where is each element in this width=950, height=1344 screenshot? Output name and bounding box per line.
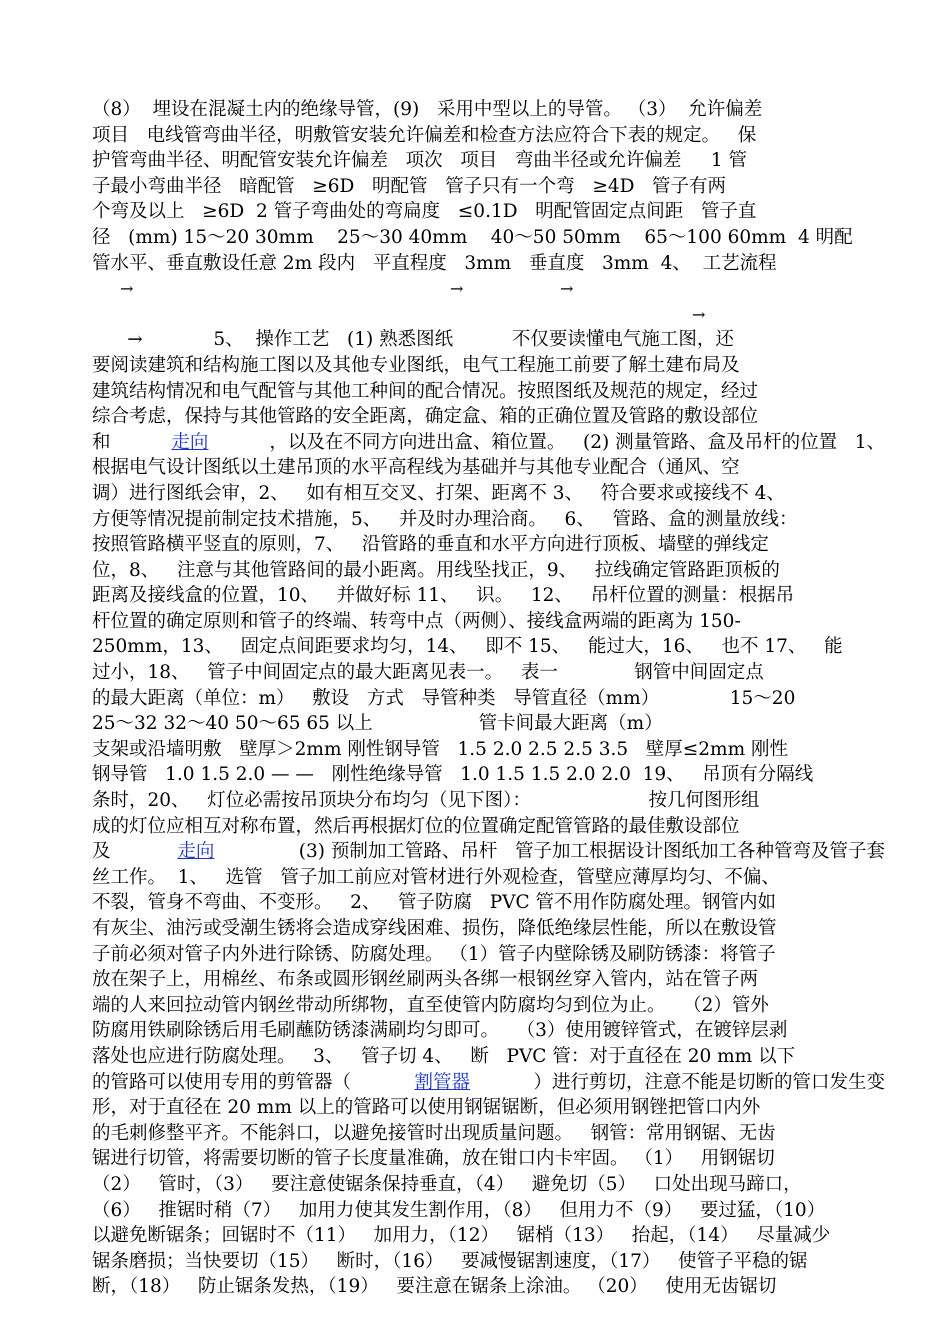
- hyperlink[interactable]: 割管器: [414, 1071, 470, 1093]
- text-line: [92, 148, 885, 174]
- text-segment: 调）进行图纸会审，2、 如有相互交叉、打架、距离不 3、 符合要求或接线不 4、: [92, 482, 785, 504]
- text-segment: 支架或沿墙明敷 壁厚＞2mm 刚性钢导管 1.5 2.0 2.5 2.5 3.5 壁厚≤2mm 刚性: [92, 738, 789, 760]
- text-segment: 子前必须对管子内外进行除锈、防腐处理。 （1）管子内壁除锈及刷防锈漆：将管子: [92, 943, 776, 965]
- text-segment: 的管路可以使用专用的剪管器（: [92, 1071, 352, 1093]
- text-segment: 方便等情况提前制定技术措施，5、 并及时办理洽商。 6、 管路、盒的测量放线：: [92, 508, 798, 530]
- text-segment: (3) 预制加工管路、吊杆 管子加工根据设计图纸加工各种管弯及管子套: [281, 841, 885, 863]
- text-segment: 断，（18） 防止锯条发热，（19） 要注意在锯条上涂油。 （20） 使用无齿锯切: [92, 1276, 777, 1298]
- text-line: [92, 353, 885, 379]
- text-line: [92, 942, 885, 968]
- text-segment: 有灰尘、油污或受潮生锈将会造成穿线困难、损伤，降低绝缘层性能，所以在敷设管: [92, 918, 777, 939]
- text-line: [92, 97, 885, 123]
- text-segment: 及: [92, 841, 111, 863]
- arrow-icon: →: [692, 304, 706, 324]
- hyperlink[interactable]: 走向: [171, 431, 209, 453]
- text-segment: → 5、 操作工艺 (1) 熟悉图纸 不仅要读懂电气施工图，还: [92, 329, 734, 351]
- text-segment: （8） 埋设在混凝土内的绝缘导管，(9) 采用中型以上的导管。 （3） 允许偏差: [92, 99, 763, 120]
- text-line: [92, 251, 885, 277]
- flow-arrow-row: [92, 302, 885, 328]
- text-line: [92, 327, 885, 353]
- text-segment: 以避免断锯条；回锯时不（11） 加用力，（12） 锯梢（13） 抬起，（14） 尽量减少: [92, 1225, 831, 1247]
- text-segment: 杆位置的确定原则和管子的终端、转弯中点（两侧）、接线盒两端的距离为 150-: [92, 610, 741, 632]
- text-line: [92, 379, 885, 405]
- text-line: [92, 1146, 885, 1172]
- text-segment: 25～32 32～40 50～65 65 以上 管卡间最大距离（m）: [92, 713, 746, 735]
- text-segment: 250mm，13、 固定点间距要求均匀，14、 即不 15、 能过大，16、 也不 17、 能: [92, 636, 843, 658]
- text-segment: 项目 电线管弯曲半径，明敷管安装允许偏差和检查方法应符合下表的规定。 保: [92, 124, 757, 146]
- text-segment: 距离及接线盒的位置，10、 并做好标 11、 识。 12、 吊杆位置的测量：根据吊: [92, 585, 795, 607]
- text-line: [92, 839, 885, 865]
- text-line: [92, 1121, 885, 1147]
- text-segment: 过小，18、 管子中间固定点的最大距离见表一。 表一 钢管中间固定点: [92, 662, 764, 684]
- text-segment: 和: [92, 431, 111, 453]
- text-segment: 管水平、垂直敷设任意 2m 段内 平直程度 3mm 垂直度 3mm 4、 工艺流程: [92, 252, 777, 274]
- text-segment: 综合考虑，保持与其他管路的安全距离，确定盒、箱的正确位置及管路的敷设部位: [92, 406, 759, 428]
- text-line: [92, 481, 885, 507]
- text-segment: 形，对于直径在 20 mm 以上的管路可以使用钢锯锯断，但必须用钢锉把管口内外: [92, 1097, 761, 1119]
- text-segment: 丝工作。 1、 选管 管子加工前应对管材进行外观检查，管壁应薄厚均匀、不偏、: [92, 866, 780, 888]
- text-segment: 径 (mm) 15～20 30mm 25～30 40mm 40～50 50mm 65～100 60mm 4 明配: [92, 226, 853, 248]
- text-line: [92, 174, 885, 200]
- text-segment: 不裂，管身不弯曲、不变形。 2、 管子防腐 PVC 管不用作防腐处理。钢管内如: [92, 892, 777, 914]
- text-line: [92, 993, 885, 1019]
- text-segment: （6） 推锯时稍（7） 加用力使其发生割作用，（8） 但用力不（9） 要过猛，（10）: [92, 1199, 826, 1221]
- text-segment: 要阅读建筑和结构施工图以及其他专业图纸，电气工程施工前要了解土建布局及: [92, 354, 740, 376]
- text-line: [92, 1095, 885, 1121]
- text-segment: 端的人来回拉动管内钢丝带动所绑物，直至使管内防腐均匀到位为止。 （2）管外: [92, 994, 769, 1016]
- text-segment: 锯进行切管，将需要切断的管子长度量准确，放在钳口内卡牢固。 （1） 用钢锯切: [92, 1148, 775, 1170]
- text-segment: （2） 管时，（3） 要注意使锯条保持垂直，（4） 避免切（5） 口处出现马蹄口，: [92, 1173, 802, 1195]
- text-segment: 成的灯位应相互对称布置，然后再根据灯位的位置确定配管管路的最佳敷设部位: [92, 815, 740, 837]
- text-line: [92, 737, 885, 763]
- arrow-icon: →: [120, 279, 134, 299]
- text-line: [92, 583, 885, 609]
- text-line: [92, 686, 885, 712]
- text-line: [92, 1044, 885, 1070]
- text-segment: 的毛刺修整平齐。不能斜口，以避免接管时出现质量问题。 钢管：常用钢锯、无齿: [92, 1122, 776, 1144]
- text-line: [92, 225, 885, 251]
- arrow-icon: →: [450, 279, 464, 299]
- text-segment: 护管弯曲半径、明配管安装允许偏差 项次 项目 弯曲半径或允许偏差 1 管: [92, 150, 747, 172]
- text-line: [92, 660, 885, 686]
- text-line: [92, 1070, 885, 1096]
- text-line: [92, 916, 885, 942]
- text-segment: 条时，20、 灯位必需按吊顶块分布均匀（见下图）： 按几何图形组: [92, 790, 760, 812]
- text-line: [92, 1018, 885, 1044]
- text-segment: 钢导管 1.0 1.5 2.0 — — 刚性绝缘导管 1.0 1.5 1.5 2.0 2.0 19、 吊顶有分隔线: [92, 764, 814, 786]
- text-line: [92, 455, 885, 481]
- text-line: [92, 1223, 885, 1249]
- text-line: [92, 711, 885, 737]
- text-line: [92, 762, 885, 788]
- arrow-icon: →: [560, 279, 574, 299]
- hyperlink[interactable]: 走向: [177, 841, 215, 863]
- text-line: [92, 507, 885, 533]
- text-line: [92, 634, 885, 660]
- text-segment: 锯条磨损；当快要切（15） 断时，（16） 要减慢锯割速度，（17） 使管子平稳的锯: [92, 1250, 808, 1272]
- text-line: [92, 1274, 885, 1300]
- flow-arrow-row: [92, 276, 885, 302]
- text-line: [92, 558, 885, 584]
- text-line: [92, 430, 885, 456]
- text-line: [92, 788, 885, 814]
- text-segment: ，以及在不同方向进出盒、箱位置。 (2) 测量管路、盒及吊杆的位置 1、: [269, 431, 885, 453]
- text-line: [92, 609, 885, 635]
- text-line: [92, 967, 885, 993]
- text-segment: ）进行剪切，注意不能是切断的管口发生变: [533, 1071, 885, 1093]
- text-line: [92, 865, 885, 891]
- text-segment: 位，8、 注意与其他管路间的最小距离。用线坠找正，9、 拉线确定管路距顶板的: [92, 559, 780, 581]
- text-line: [92, 890, 885, 916]
- text-segment: 放在架子上，用棉丝、布条或圆形钢丝刷两头各绑一根钢丝穿入管内，站在管子两: [92, 969, 759, 991]
- text-line: [92, 123, 885, 149]
- text-segment: 建筑结构情况和电气配管与其他工种间的配合情况。按照图纸及规范的规定，经过: [92, 380, 759, 402]
- text-line: [92, 1249, 885, 1275]
- text-segment: 按照管路横平竖直的原则，7、 沿管路的垂直和水平方向进行顶板、墙壁的弹线定: [92, 534, 769, 556]
- text-segment: 个弯及以上 ≥6D 2 管子弯曲处的弯扁度 ≤0.1D 明配管固定点间距 管子直: [92, 201, 757, 223]
- text-segment: 子最小弯曲半径 暗配管 ≥6D 明配管 管子只有一个弯 ≥4D 管子有两: [92, 175, 727, 197]
- document-body: [92, 97, 885, 1300]
- text-line: [92, 532, 885, 558]
- text-segment: 的最大距离（单位：m） 敷设 方式 导管种类 导管直径（mm） 15～20: [92, 687, 796, 709]
- text-segment: 根据电气设计图纸以土建吊顶的水平高程线为基础并与其他专业配合（通风、空: [92, 457, 740, 479]
- text-line: [92, 1172, 885, 1198]
- text-line: [92, 404, 885, 430]
- text-segment: 落处也应进行防腐处理。 3、 管子切 4、 断 PVC 管：对于直径在 20 mm 以下: [92, 1045, 796, 1067]
- text-line: [92, 814, 885, 840]
- text-line: [92, 1198, 885, 1224]
- text-segment: 防腐用铁刷除锈后用毛刷蘸防锈漆满刷均匀即可。 （3）使用镀锌管式，在镀锌层剥: [92, 1020, 788, 1042]
- text-line: [92, 199, 885, 225]
